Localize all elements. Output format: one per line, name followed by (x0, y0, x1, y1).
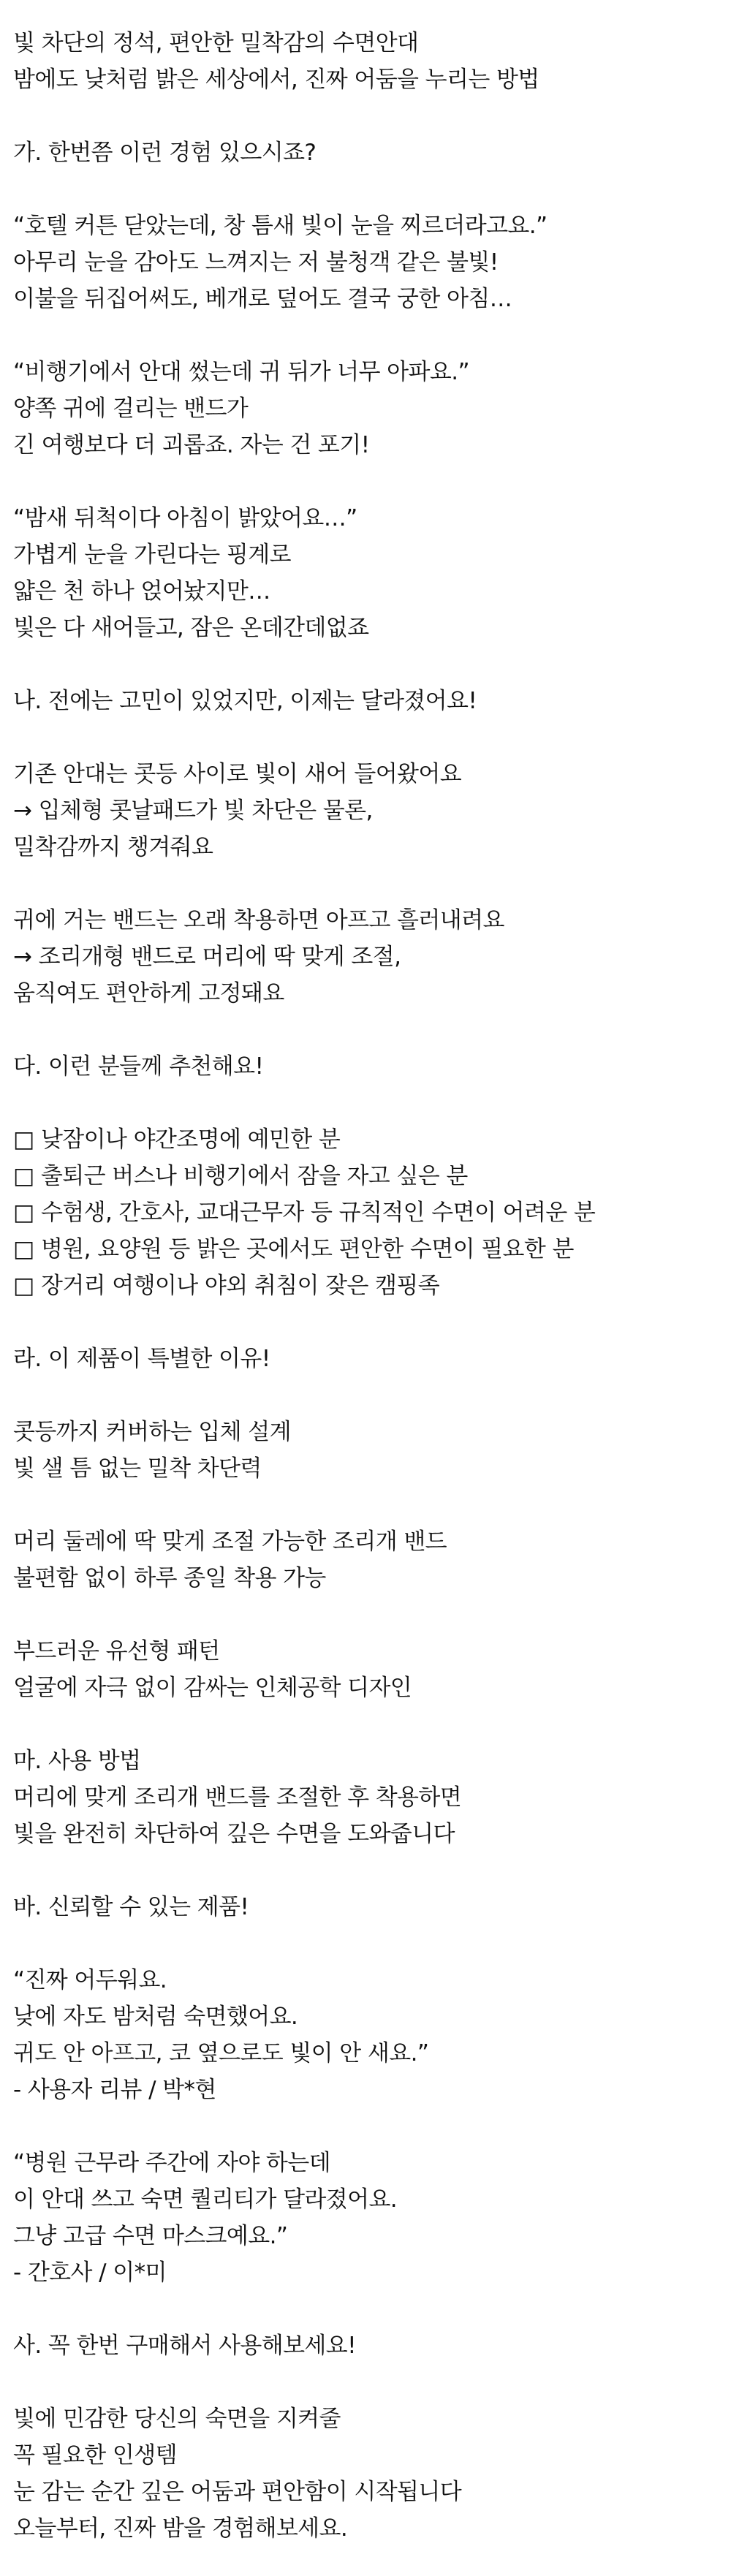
text-line: → 입체형 콧날패드가 빛 차단은 물론, (13, 798, 373, 824)
text-line: □ 장거리 여행이나 야외 취침이 잦은 캠핑족 (13, 1273, 440, 1299)
section-heading: 가. 한번쯤 이런 경험 있으시죠? (13, 140, 317, 166)
blank-line (13, 1852, 715, 1889)
text-line: 빛 차단의 정석, 편안한 밀착감의 수면안대 (13, 30, 419, 56)
blank-line (13, 1377, 715, 1414)
text-line: 머리 둘레에 딱 맞게 조절 가능한 조리개 밴드 (13, 1528, 447, 1555)
text-line: 얇은 천 하나 얹어놨지만… (13, 578, 270, 605)
text-line: 아무리 눈을 감아도 느껴지는 저 불청객 같은 불빛! (13, 249, 499, 276)
text-line: 밀착감까지 챙겨줘요 (13, 834, 213, 860)
blank-line (13, 865, 715, 902)
text-line: 빛은 다 새어들고, 잠은 온데간데없죠 (13, 615, 369, 641)
text-line: 얼굴에 자극 없이 감싸는 인체공학 디자인 (13, 1675, 412, 1701)
text-line: 콧등까지 커버하는 입체 설계 (13, 1419, 291, 1445)
blank-line (13, 1487, 715, 1523)
blank-line (13, 2291, 715, 2327)
text-line: 빛을 완전히 차단하여 깊은 수면을 도와줍니다 (13, 1821, 455, 1847)
text-line: □ 수험생, 간호사, 교대근무자 등 규칙적인 수면이 어려운 분 (13, 1200, 596, 1226)
blank-line (13, 317, 715, 354)
text-line: 낮에 자도 밤처럼 숙면했어요. (13, 2004, 298, 2030)
blank-line (13, 1925, 715, 1962)
text-line: 긴 여행보다 더 괴롭죠. 자는 건 포기! (13, 432, 370, 458)
text-line: □ 출퇴근 버스나 비행기에서 잠을 자고 싶은 분 (13, 1163, 468, 1189)
text-line: “병원 근무라 주간에 자야 하는데 (13, 2150, 330, 2176)
blank-line (13, 1706, 715, 1743)
text-line: 눈 감는 순간 깊은 어둠과 편안함이 시작됩니다 (13, 2479, 462, 2505)
text-line: 꼭 필요한 인생템 (13, 2442, 177, 2469)
section-heading: 사. 꼭 한번 구매해서 사용해보세요! (13, 2333, 356, 2359)
blank-line (13, 1085, 715, 1121)
blank-line (13, 98, 715, 135)
section-heading: 마. 사용 방법 (13, 1748, 141, 1774)
blank-line (13, 2108, 715, 2145)
text-line: 빛에 민감한 당신의 숙면을 지켜줄 (13, 2406, 341, 2432)
text-line: → 조리개형 밴드로 머리에 딱 맞게 조절, (13, 944, 401, 970)
text-line: □ 병원, 요양원 등 밝은 곳에서도 편안한 수면이 필요한 분 (13, 1236, 574, 1262)
blank-line (13, 2364, 715, 2401)
blank-line (13, 719, 715, 756)
text-line: “진짜 어두워요. (13, 1967, 167, 1993)
text-line: 머리에 맞게 조리개 밴드를 조절한 후 착용하면 (13, 1784, 462, 1811)
text-line: 불편함 없이 하루 종일 착용 가능 (13, 1565, 326, 1591)
text-line: 움직여도 편안하게 고정돼요 (13, 980, 284, 1007)
text-line: “비행기에서 안대 썼는데 귀 뒤가 너무 아파요.” (13, 359, 469, 385)
text-line: “밤새 뒤척이다 아침이 밝았어요…” (13, 505, 357, 531)
blank-line (13, 646, 715, 683)
text-line: 가볍게 눈을 가린다는 핑계로 (13, 542, 291, 568)
text-line: 귀에 거는 밴드는 오래 착용하면 아프고 흘러내려요 (13, 907, 504, 933)
document-body (13, 25, 715, 2547)
text-line: 이 안대 쓰고 숙면 퀄리티가 달라졌어요. (13, 2186, 398, 2213)
text-line: 양쪽 귀에 걸리는 밴드가 (13, 395, 249, 422)
text-line: 귀도 안 아프고, 코 옆으로도 빛이 안 새요.” (13, 2040, 429, 2067)
text-line: 기존 안대는 콧등 사이로 빛이 새어 들어왔어요 (13, 761, 462, 787)
text-line: - 사용자 리뷰 / 박*현 (13, 2077, 216, 2103)
section-heading: 다. 이런 분들께 추천해요! (13, 1053, 264, 1080)
blank-line (13, 1012, 715, 1048)
text-line: “호텔 커튼 닫았는데, 창 틈새 빛이 눈을 찌르더라고요.” (13, 213, 548, 239)
text-line: 그냥 고급 수면 마스크예요.” (13, 2223, 288, 2249)
text-line: □ 낮잠이나 야간조명에 예민한 분 (13, 1126, 341, 1153)
text-line: - 간호사 / 이*미 (13, 2259, 167, 2286)
text-line: 오늘부터, 진짜 밤을 경험해보세요. (13, 2515, 348, 2542)
text-line: 빛 샐 틈 없는 밀착 차단력 (13, 1455, 262, 1482)
text-line: 부드러운 유선형 패턴 (13, 1638, 220, 1664)
section-heading: 라. 이 제품이 특별한 이유! (13, 1346, 270, 1372)
blank-line (13, 1304, 715, 1341)
blank-line (13, 1596, 715, 1633)
text-line: 이불을 뒤집어써도, 베개로 덮어도 결국 궁한 아침… (13, 286, 512, 312)
blank-line (13, 171, 715, 208)
section-heading: 나. 전에는 고민이 있었지만, 이제는 달라졌어요! (13, 688, 477, 714)
section-heading: 바. 신뢰할 수 있는 제품! (13, 1894, 249, 1920)
text-line: 밤에도 낮처럼 밝은 세상에서, 진짜 어둠을 누리는 방법 (13, 67, 539, 93)
blank-line (13, 463, 715, 500)
